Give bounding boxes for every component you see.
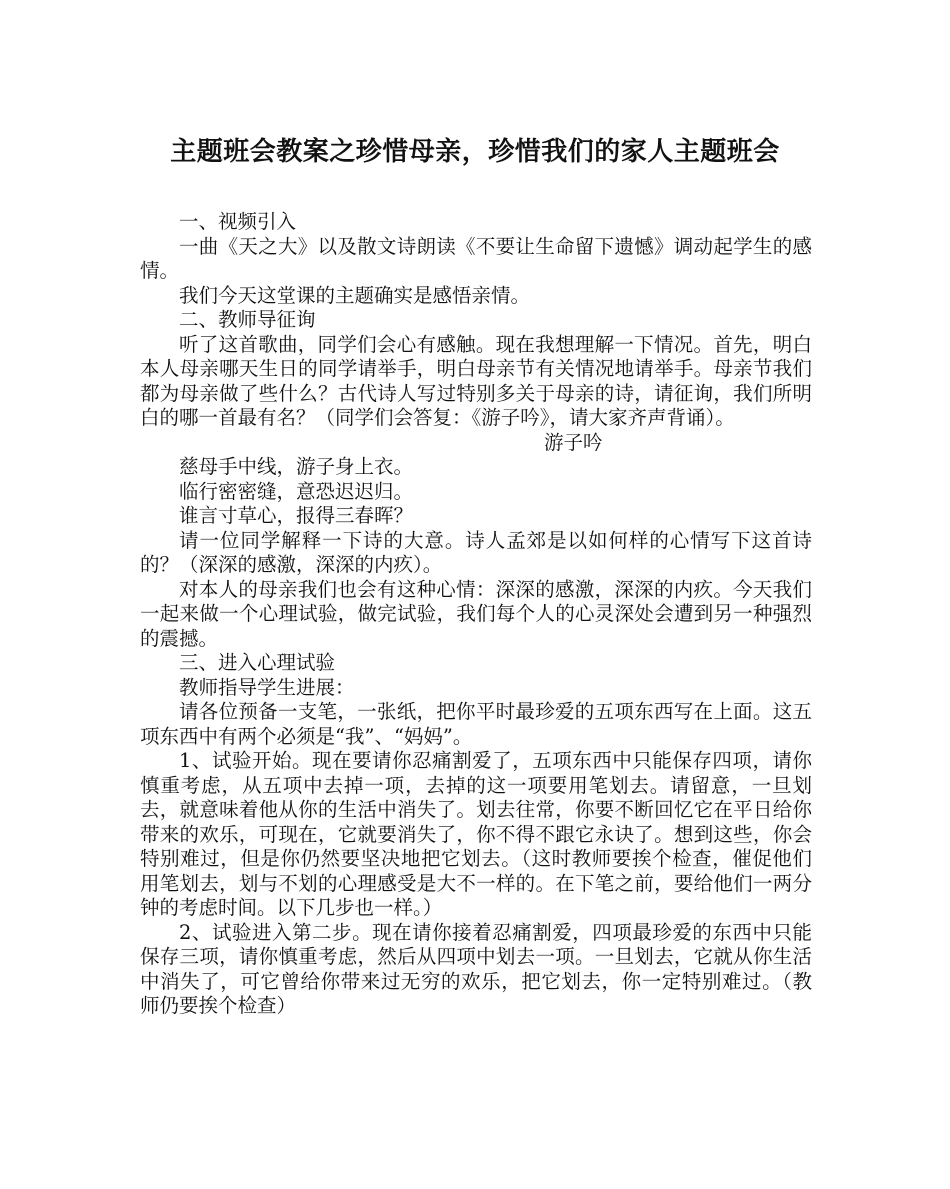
document-body bbox=[140, 210, 812, 1019]
paragraph: 请一位同学解释一下诗的大意。诗人孟郊是以如何样的心情写下这首诗的？（深深的感激，深深的内疚）。 bbox=[140, 528, 812, 576]
poem-line: 谁言寸草心，报得三春晖？ bbox=[179, 504, 414, 527]
paragraph: 请各位预备一支笔，一张纸，把你平时最珍爱的五项东西写在上面。这五项东西中有两个必须是“我”、“妈妈”。 bbox=[140, 700, 812, 748]
poem-title: 游子吟 bbox=[544, 430, 603, 454]
paragraph: 听了这首歌曲，同学们会心有感触。现在我想理解一下情况。首先，明白本人母亲哪天生日的同学请举手，明白母亲节有关情况地请举手。母亲节我们都为母亲做了些什么？古代诗人写过特别多关于母亲的诗，请征询，我们所明白的哪一首最有名？（同学们会答复：《游子吟》，请大家齐声背诵）。 bbox=[140, 332, 812, 429]
document-title: 主题班会教案之珍惜母亲，珍惜我们的家人主题班会 bbox=[170, 137, 780, 167]
section-heading-teacher-inquiry: 二、教师导征询 bbox=[179, 308, 316, 331]
poem-line: 慈母手中线，游子身上衣。 bbox=[179, 455, 414, 478]
paragraph: 对本人的母亲我们也会有这种心情：深深的感激，深深的内疚。今天我们一起来做一个心理试验，做完试验，我们每个人的心灵深处会遭到另一种强烈的震撼。 bbox=[140, 577, 812, 650]
paragraph: 2、试验进入第二步。现在请你接着忍痛割爱，四项最珍爱的东西中只能保存三项，请你慎重考虑，然后从四项中划去一项。一旦划去，它就从你生活中消失了，可它曾给你带来过无穷的欢乐，把它划去，你一定特别难过。（教师仍要挨个检查） bbox=[140, 920, 812, 1017]
paragraph: 我们今天这堂课的主题确实是感悟亲情。 bbox=[179, 283, 531, 307]
poem-line: 临行密密缝，意恐迟迟归。 bbox=[179, 479, 414, 503]
section-heading-psych-experiment: 三、进入心理试验 bbox=[179, 651, 336, 674]
paragraph: 一曲《天之大》以及散文诗朗读《不要让生命留下遗憾》调动起学生的感情。 bbox=[140, 234, 812, 282]
paragraph: 1、试验开始。现在要请你忍痛割爱了，五项东西中只能保存四项，请你慎重考虑，从五项中去掉一项，去掉的这一项要用笔划去。请留意，一旦划去，就意味着他从你的生活中消失了。划去往常，你要不断回忆它在平日给你带来的欢乐，可现在，它就要消失了，你不得不跟它永诀了。想到这些，你会特别难过，但是你仍然要坚决地把它划去。（这时教师要挨个检查，催促他们用笔划去，划与不划的心理感受是大不一样的。在下笔之前，要给他们一两分钟的考虑时间。以下几步也一样。） bbox=[140, 749, 812, 919]
section-heading-video-intro: 一、视频引入 bbox=[179, 210, 297, 233]
paragraph: 教师指导学生进展： bbox=[179, 675, 355, 699]
